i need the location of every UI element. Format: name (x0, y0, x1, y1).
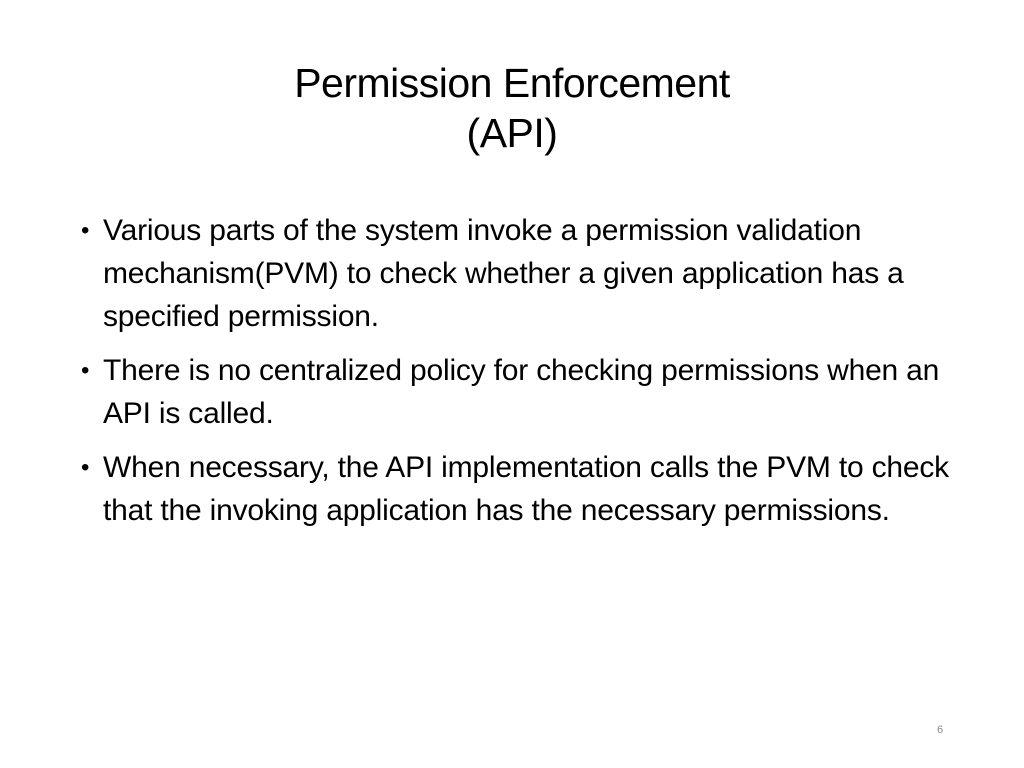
bullet-text: When necessary, the API implementation calls the PVM to check that the invoking application has the necessary permissions. (103, 451, 949, 527)
bullet-item (79, 446, 959, 532)
slide-title-line-2: (API) (466, 110, 558, 156)
bullet-marker: • (81, 454, 90, 481)
bullet-item (79, 209, 959, 338)
bullet-text: Various parts of the system invoke a permission validation mechanism(PVM) to check whether a given application has a specified permission. (103, 214, 904, 333)
slide-title (112, 58, 912, 158)
bullet-text: There is no centralized policy for checking permissions when an API is called. (103, 354, 940, 430)
slide-title-line-1: Permission Enforcement (294, 60, 730, 106)
bullet-list (79, 209, 959, 543)
page-number: 6 (936, 724, 944, 736)
bullet-marker: • (81, 357, 90, 384)
bullet-item (79, 349, 959, 435)
bullet-marker: • (81, 217, 90, 244)
